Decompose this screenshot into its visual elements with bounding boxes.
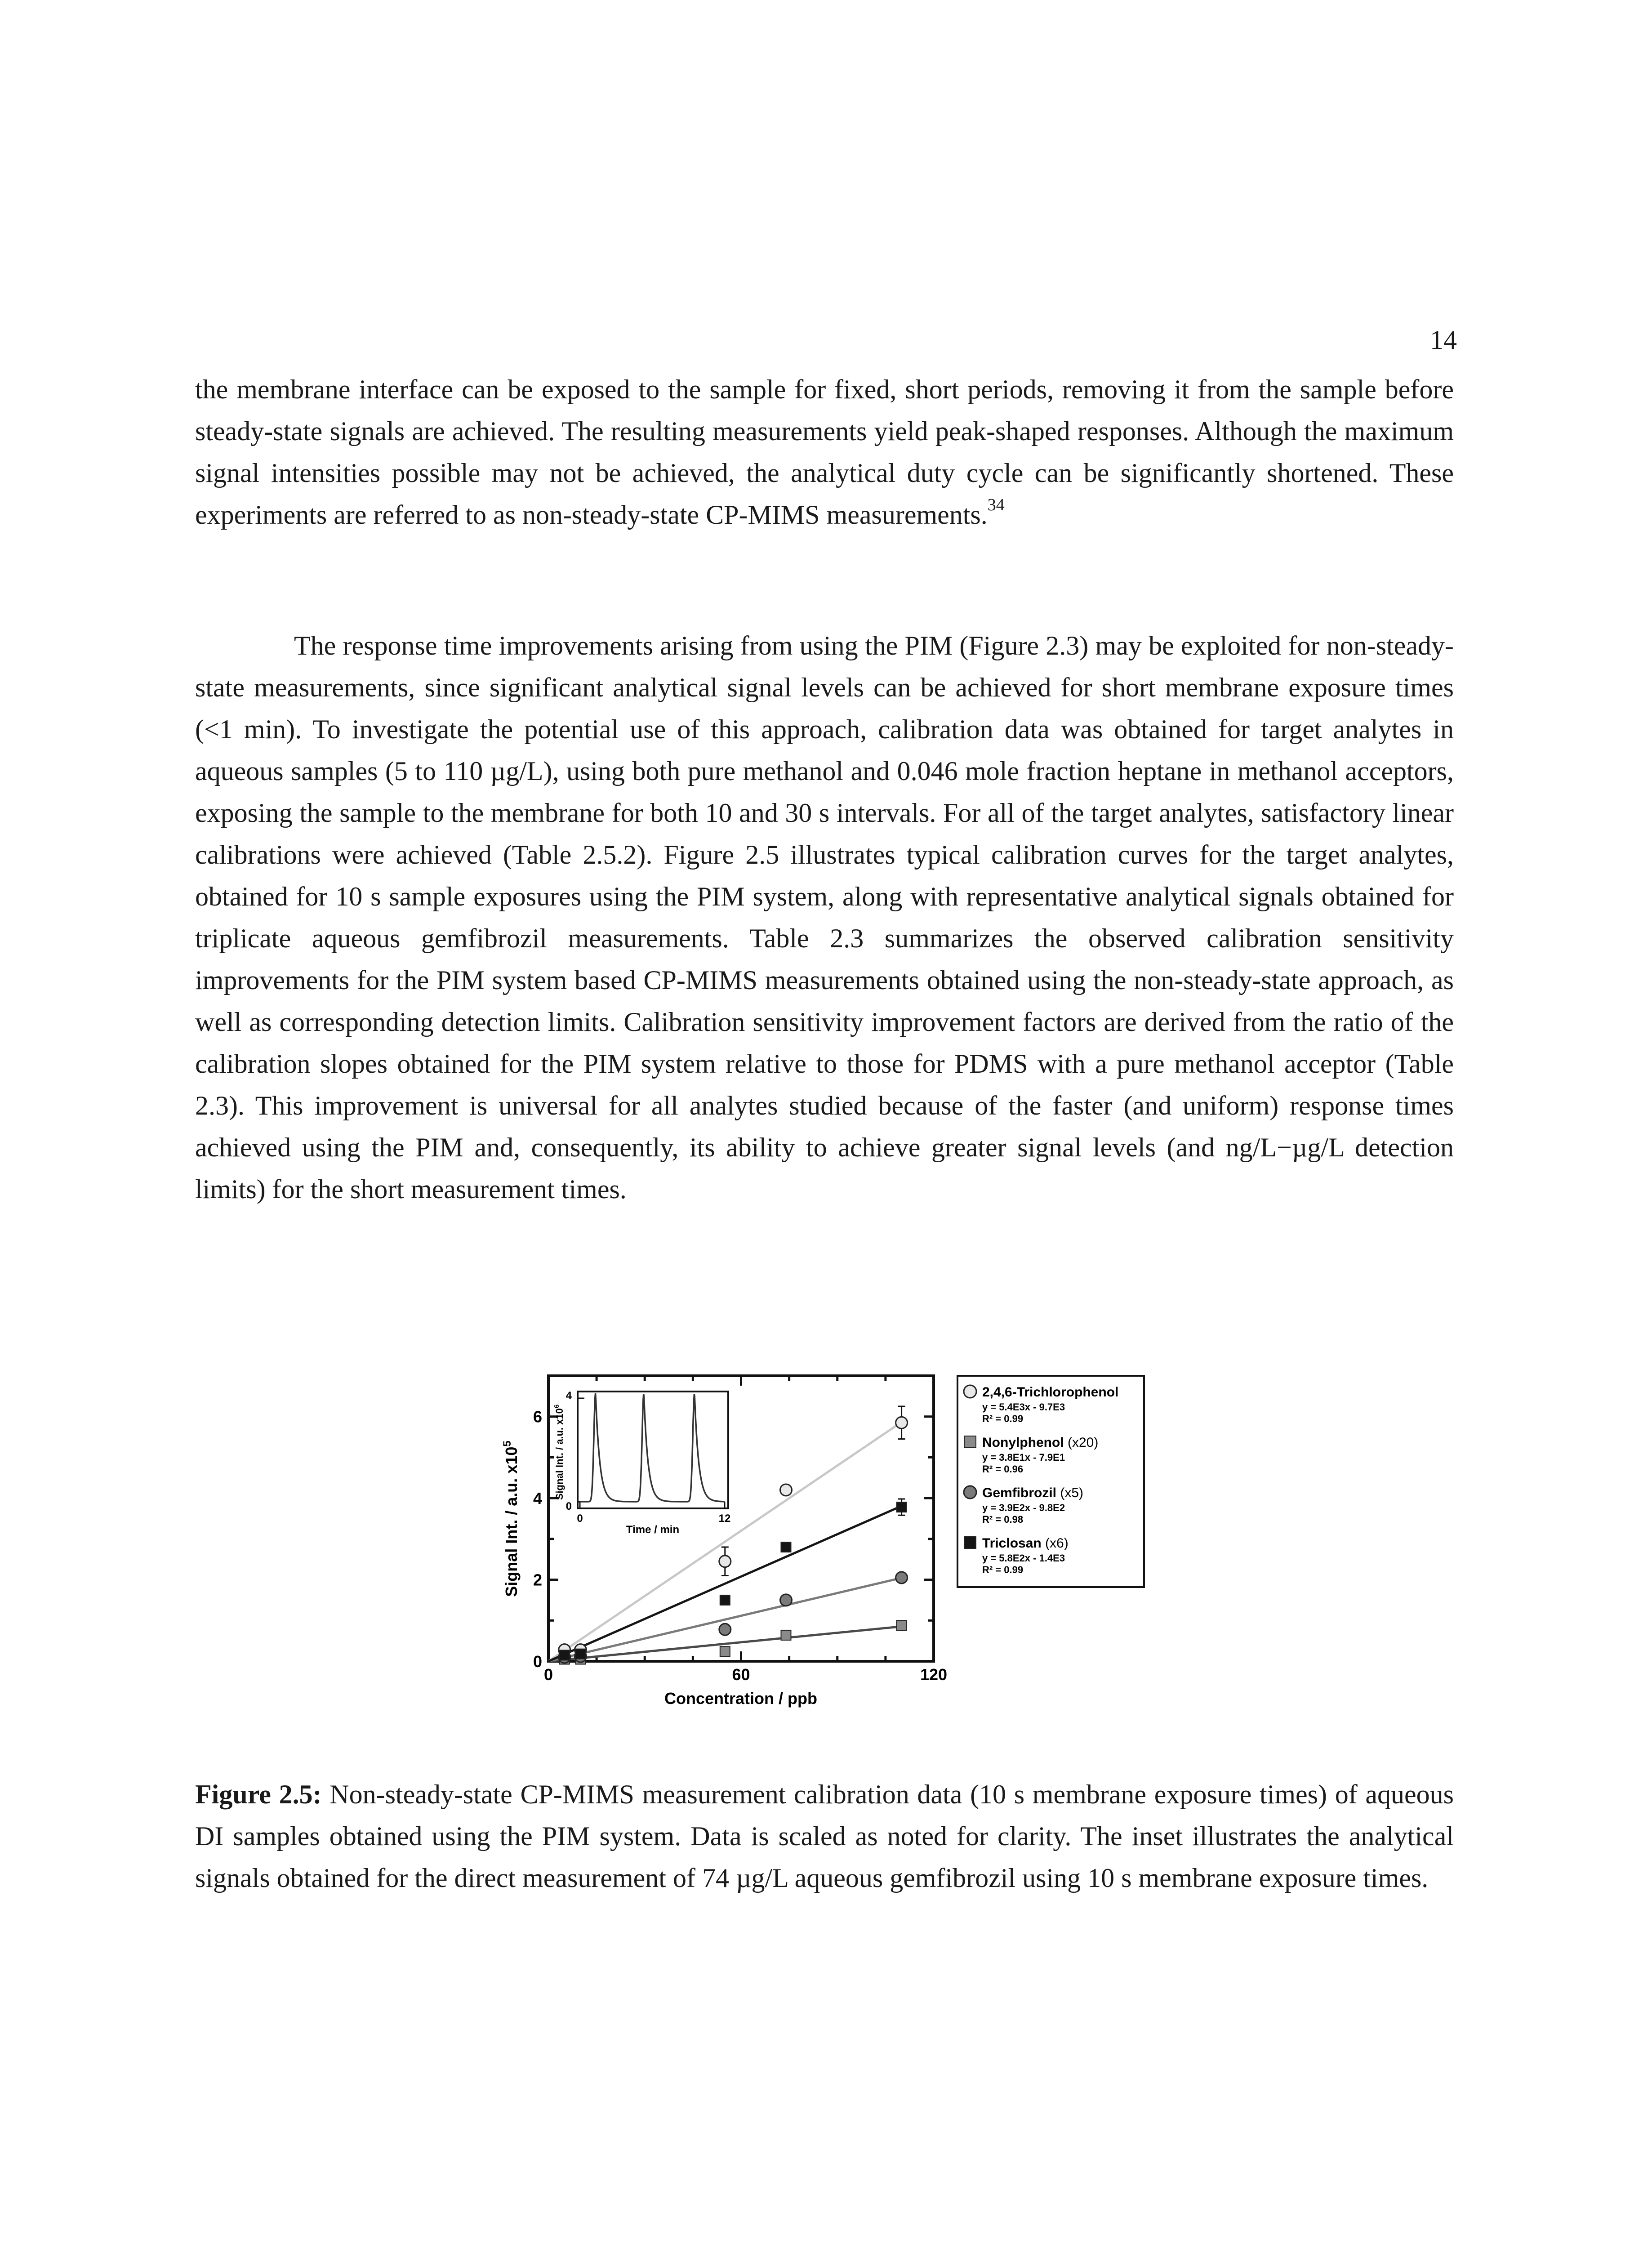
y-axis-label-exponent: 5 [501, 1441, 513, 1447]
data-point [575, 1649, 585, 1659]
y-tick-label: 0 [533, 1652, 542, 1671]
inset-x-axis-label: Time / min [626, 1524, 680, 1536]
legend-series-scale: (x5) [1056, 1485, 1084, 1500]
x-tick-label: 0 [543, 1665, 553, 1684]
inset-y-tick-0: 0 [566, 1500, 572, 1512]
data-point [780, 1594, 792, 1606]
y-tick-label: 6 [533, 1407, 542, 1426]
legend-equation: y = 5.8E2x - 1.4E3 [982, 1552, 1065, 1564]
inset-x-tick-0: 0 [577, 1512, 583, 1525]
inset-chart [553, 1390, 730, 1536]
data-point [719, 1624, 731, 1635]
fit-line [548, 1506, 902, 1661]
x-tick-labels [544, 1665, 947, 1684]
legend-marker [964, 1486, 976, 1499]
data-point [781, 1630, 791, 1640]
y-axis-label [501, 1441, 521, 1597]
legend-equation: y = 3.9E2x - 9.8E2 [982, 1502, 1065, 1513]
inset-x-tick-12: 12 [718, 1512, 731, 1525]
x-tick-label: 60 [732, 1665, 750, 1684]
reference-superscript: 34 [987, 495, 1005, 514]
y-tick-label: 4 [533, 1489, 542, 1508]
legend-r-squared: R² = 0.98 [982, 1514, 1024, 1525]
legend-series-label: Gemfibrozil [982, 1485, 1057, 1500]
legend-series-name [982, 1485, 1083, 1500]
inset-y-axis-label [553, 1405, 565, 1500]
legend-marker [964, 1385, 976, 1398]
data-point [720, 1595, 730, 1605]
figure-2-5 [494, 1367, 1151, 1726]
calibration-chart [494, 1367, 1151, 1726]
figure-caption [195, 1774, 1454, 1899]
legend-equation: y = 3.8E1x - 7.9E1 [982, 1452, 1065, 1463]
inset-y-axis-label-exponent: 6 [553, 1404, 561, 1409]
y-axis-label-text: Signal Int. / a.u. x10 [502, 1446, 521, 1597]
caption-text: Non-steady-state CP-MIMS measurement calibration data (10 s membrane exposure times) of aqueous DI samples obtained using the PIM system. Data is scaled as noted for clarity. The inset illustrates the analytical signals obtained for the direct measurement of 74 µg/L aqueous gemfibrozil using 10 s membrane exposure times. [195, 1780, 1454, 1893]
legend-series-scale: (x6) [1041, 1536, 1069, 1551]
data-point [560, 1650, 570, 1660]
x-axis-label: Concentration / ppb [664, 1689, 817, 1708]
legend-series-label: Nonylphenol [982, 1435, 1064, 1450]
x-tick-label: 120 [920, 1665, 948, 1684]
data-point [719, 1556, 731, 1567]
error-bars [718, 1406, 905, 1575]
data-point [780, 1484, 792, 1496]
legend-series-name [982, 1435, 1098, 1450]
legend-marker [964, 1537, 976, 1548]
legend-series-label: 2,4,6-Trichlorophenol [982, 1385, 1119, 1400]
data-point [781, 1542, 791, 1552]
legend-r-squared: R² = 0.99 [982, 1413, 1024, 1424]
data-point [897, 1620, 907, 1630]
legend [957, 1376, 1144, 1587]
paragraph-1 [195, 369, 1454, 536]
data-point [896, 1572, 908, 1583]
inset-y-axis-label-text: Signal Int. / a.u. x10 [554, 1408, 565, 1500]
legend-series-name [982, 1536, 1069, 1551]
data-point [896, 1417, 908, 1428]
legend-r-squared: R² = 0.96 [982, 1463, 1024, 1475]
y-tick-labels [533, 1408, 542, 1671]
paragraph-2: The response time improvements arising from using the PIM (Figure 2.3) may be exploited for non-steady-state measurements, since significant analytical signal levels can be achieved for short membrane exposure times (<1 min). To investigate the potential use of this approach, calibration data was obtained for target analytes in aqueous samples (5 to 110 µg/L), using both pure methanol and 0.046 mole fraction heptane in methanol acceptors, exposing the sample to the membrane for both 10 and 30 s intervals. For all of the target analytes, satisfactory linear calibrations were achieved (Table 2.5.2). Figure 2.5 illustrates typical calibration curves for the target analytes, obtained for 10 s sample exposures using the PIM system, along with representative analytical signals obtained for triplicate aqueous gemfibrozil measurements. Table 2.3 summarizes the observed calibration sensitivity improvements for the PIM system based CP-MIMS measurements obtained using the non-steady-state approach, as well as corresponding detection limits. Calibration sensitivity improvement factors are derived from the ratio of the calibration slopes obtained for the PIM system relative to those for PDMS with a pure methanol acceptor (Table 2.3). This improvement is universal for all analytes studied because of the faster (and uniform) response times achieved using the PIM and, consequently, its ability to achieve greater signal levels (and ng/L−µg/L detection limits) for the short measurement times. [195, 631, 1454, 1204]
inset-y-tick-4: 4 [566, 1390, 572, 1402]
caption-label: Figure 2.5: [195, 1780, 322, 1809]
data-point [897, 1502, 907, 1512]
legend-equation: y = 5.4E3x - 9.7E3 [982, 1401, 1065, 1413]
legend-r-squared: R² = 0.99 [982, 1564, 1024, 1575]
legend-series-name [982, 1385, 1118, 1400]
paragraph-1-text: the membrane interface can be exposed to the sample for fixed, short periods, removing it from the sample before steady-state signals are achieved. The resulting measurements yield peak-shaped responses. Although the maximum signal intensities possible may not be achieved, the analytical duty cycle can be significantly shortened. These experiments are referred to as non-steady-state CP-MIMS measurements. [195, 375, 1454, 530]
legend-series-scale: (x20) [1064, 1435, 1099, 1450]
legend-marker [964, 1436, 976, 1448]
y-tick-label: 2 [533, 1570, 542, 1589]
legend-series-label: Triclosan [982, 1536, 1042, 1551]
data-point [720, 1646, 730, 1656]
page-number: 14 [1430, 325, 1457, 355]
